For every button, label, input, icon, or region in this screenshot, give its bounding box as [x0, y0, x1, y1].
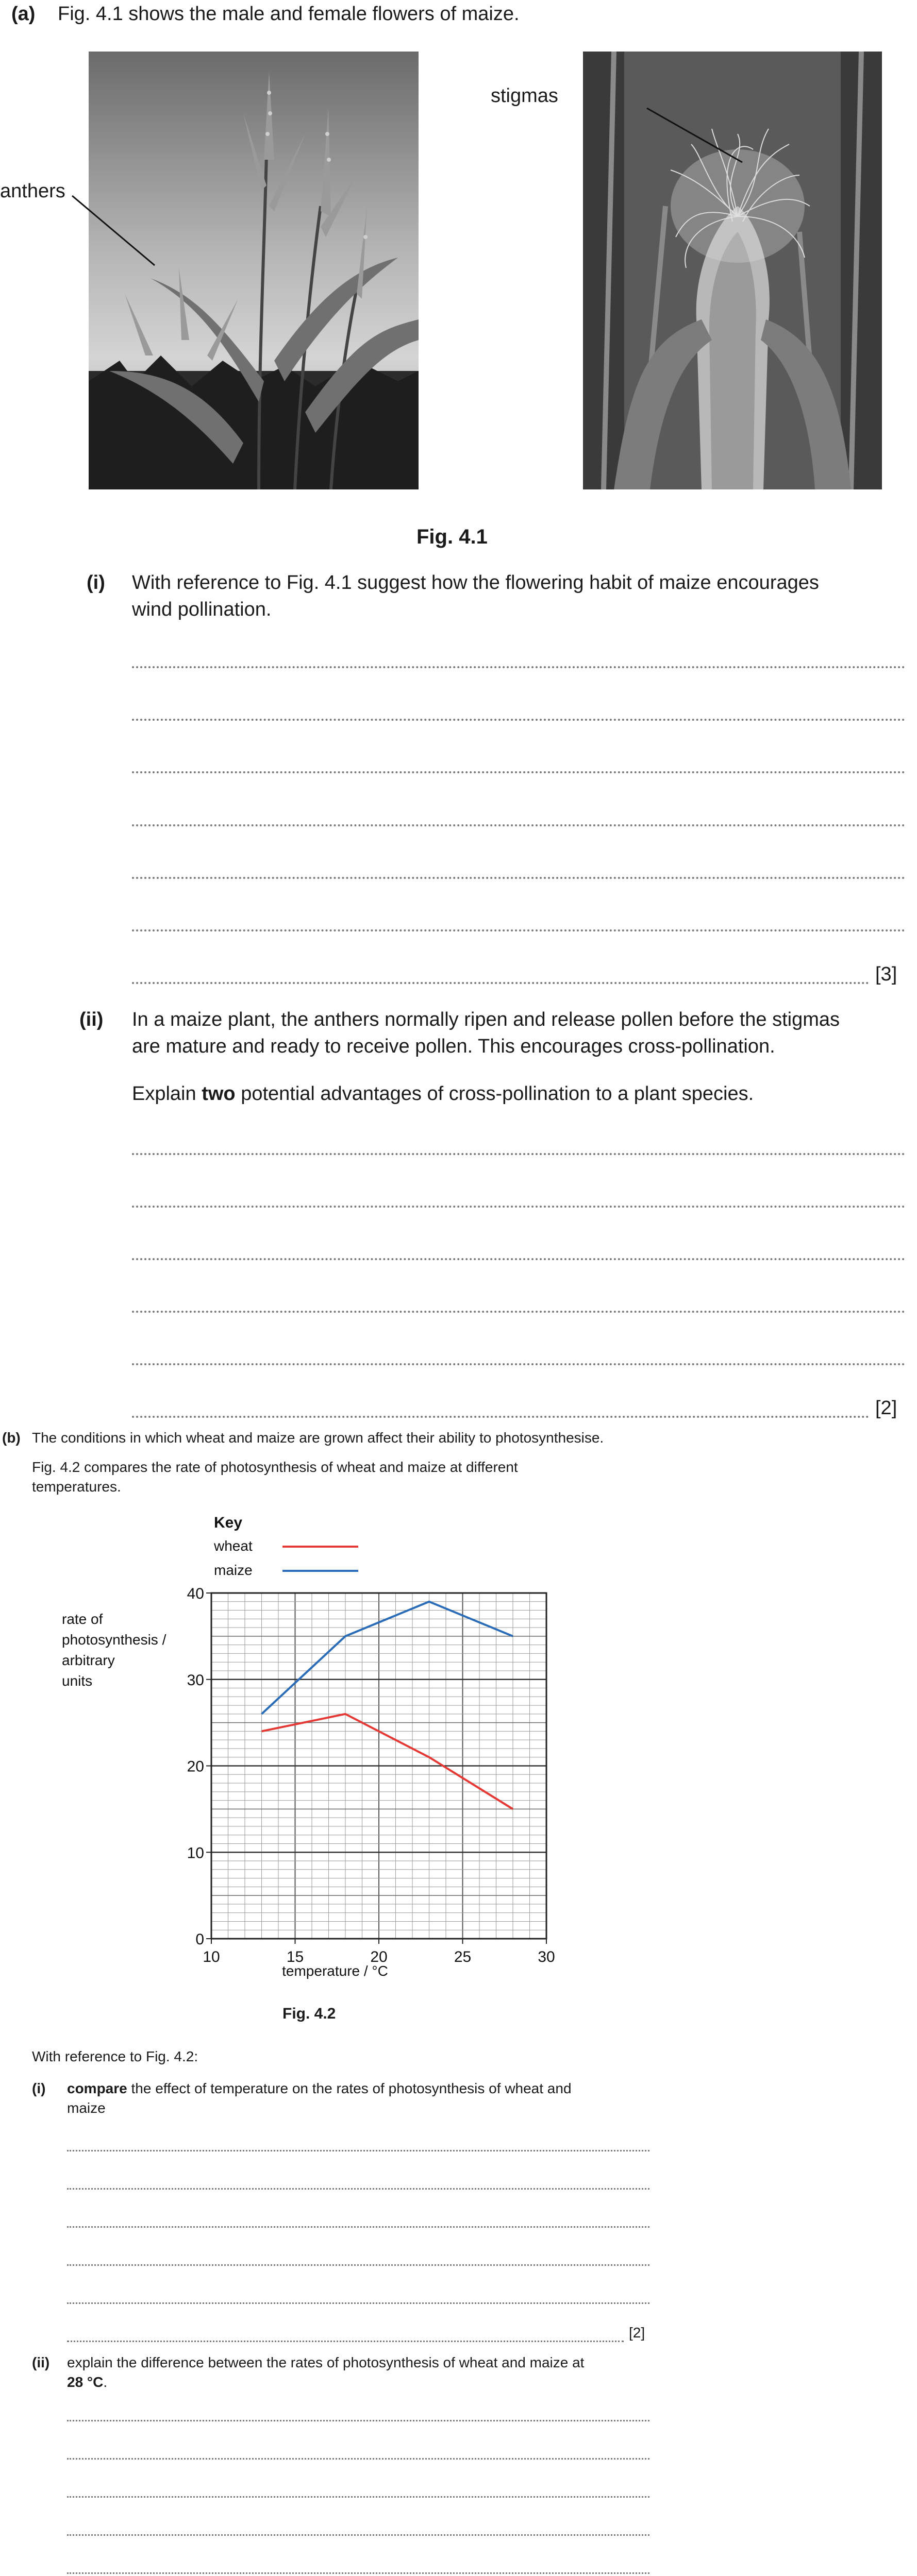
q-a-ii-marks: [2] — [875, 1397, 897, 1419]
q-a-i-marks: [3] — [875, 963, 897, 985]
part-b-fig-intro-line1: Fig. 4.2 compares the rate of photosynthesis of wheat and maize at different — [32, 1459, 518, 1475]
photosynthesis-rate-chart — [0, 1504, 593, 1989]
answer-line[interactable] — [67, 2572, 649, 2574]
chart-xtick-label: 10 — [203, 1948, 220, 1965]
answer-line[interactable] — [132, 1311, 905, 1313]
answer-line[interactable] — [67, 2458, 649, 2460]
q-a-i-number: (i) — [87, 572, 105, 594]
answer-line[interactable] — [132, 982, 869, 984]
answer-line[interactable] — [67, 2302, 649, 2304]
part-a-intro: Fig. 4.1 shows the male and female flowers of maize. — [58, 3, 520, 25]
answer-line[interactable] — [67, 2188, 649, 2190]
chart-ytick-label: 10 — [187, 1844, 204, 1862]
chart-xtick-label: 15 — [286, 1948, 304, 1965]
part-b-intro: The conditions in which wheat and maize are grown affect their ability to photosynthesise. — [32, 1430, 604, 1446]
chart-legend-title: Key — [214, 1514, 243, 1531]
chart-ylabel-line4: units — [62, 1673, 93, 1689]
q-a-ii-text-line2: are mature and ready to receive pollen. This encourages cross-pollination. — [132, 1036, 775, 1057]
answer-line[interactable] — [132, 1416, 869, 1418]
answer-line[interactable] — [132, 1206, 905, 1208]
q-a-i-text-line1: With reference to Fig. 4.1 suggest how the flowering habit of maize encourages — [132, 572, 819, 594]
fig-4-1-caption: Fig. 4.1 — [416, 526, 488, 548]
answer-line[interactable] — [132, 824, 905, 826]
answer-line[interactable] — [132, 666, 905, 668]
part-b-reference: With reference to Fig. 4.2: — [32, 2048, 198, 2064]
answer-line[interactable] — [132, 771, 905, 773]
answer-line[interactable] — [132, 877, 905, 879]
photo-label-leader-lines — [0, 0, 917, 495]
part-b-label: (b) — [2, 1430, 21, 1446]
answer-line[interactable] — [67, 2264, 649, 2266]
chart-ytick-label: 20 — [187, 1758, 204, 1775]
chart-legend-label-maize: maize — [214, 1562, 253, 1578]
q-b-ii-text-line1: explain the difference between the rates of photosynthesis of wheat and maize at — [67, 2354, 585, 2370]
chart-ytick-label: 40 — [187, 1585, 204, 1602]
q-a-ii-text-line1: In a maize plant, the anthers normally ripen and release pollen before the stigmas — [132, 1009, 840, 1030]
answer-line[interactable] — [67, 2534, 649, 2536]
part-a-label: (a) — [11, 3, 36, 25]
chart-grid — [211, 1593, 546, 1939]
answer-line[interactable] — [132, 1363, 905, 1365]
q-a-i-text-line2: wind pollination. — [132, 599, 272, 620]
answer-line[interactable] — [67, 2341, 624, 2342]
answer-line[interactable] — [132, 719, 905, 721]
q-b-ii-text-line2: 28 °C. — [67, 2374, 108, 2390]
q-b-i-number: (i) — [32, 2080, 46, 2096]
chart-ticks — [187, 1585, 555, 1965]
chart-ylabel-line3: arbitrary — [62, 1652, 115, 1668]
q-b-i-marks: [2] — [629, 2325, 645, 2341]
chart-xtick-label: 30 — [538, 1948, 555, 1965]
q-a-ii-explain: Explain two potential advantages of cross-pollination to a plant species. — [132, 1083, 754, 1105]
chart-series-line-maize — [262, 1602, 513, 1714]
q-b-i-text-line2: maize — [67, 2100, 106, 2116]
chart-xlabel: temperature / °C — [282, 1963, 388, 1979]
chart-series-line-wheat — [262, 1714, 513, 1809]
label-anthers: anthers — [0, 180, 65, 202]
fig-4-2-caption: Fig. 4.2 — [282, 2005, 336, 2022]
answer-line[interactable] — [67, 2226, 649, 2228]
part-b-fig-intro-line2: temperatures. — [32, 1479, 121, 1495]
answer-line[interactable] — [67, 2420, 649, 2421]
q-a-ii-number: (ii) — [79, 1009, 104, 1030]
chart-ytick-label: 0 — [195, 1931, 204, 1948]
q-b-ii-number: (ii) — [32, 2354, 50, 2370]
chart-ylabel-line2: photosynthesis / — [62, 1632, 166, 1648]
answer-line[interactable] — [132, 929, 905, 931]
answer-line[interactable] — [67, 2496, 649, 2498]
chart-ytick-label: 30 — [187, 1671, 204, 1689]
label-stigmas: stigmas — [491, 85, 558, 107]
chart-xtick-label: 20 — [370, 1948, 388, 1965]
chart-ylabel-line1: rate of — [62, 1611, 103, 1627]
answer-line[interactable] — [132, 1258, 905, 1260]
chart-xtick-label: 25 — [454, 1948, 472, 1965]
answer-line[interactable] — [67, 2150, 649, 2151]
chart-legend-label-wheat: wheat — [214, 1538, 253, 1554]
q-b-i-text-line1: compare the effect of temperature on the rates of photosynthesis of wheat and — [67, 2080, 572, 2096]
answer-line[interactable] — [132, 1153, 905, 1155]
